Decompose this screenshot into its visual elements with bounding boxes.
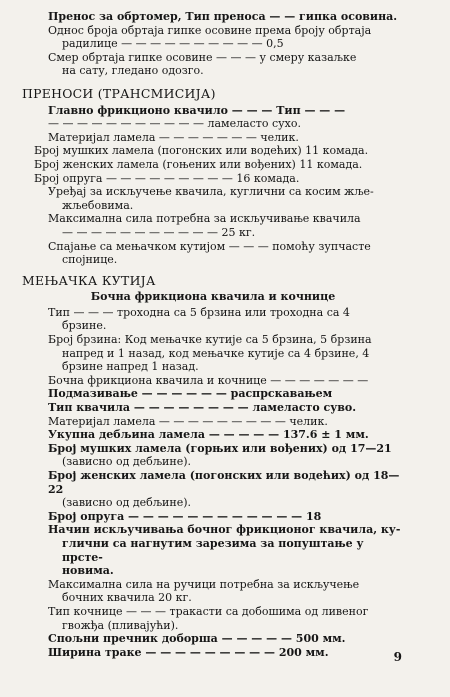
line-l1: Пренос за обртомер, Тип преноса — — гипка осовина. [48, 10, 398, 23]
line-l19: брзине. [62, 319, 107, 333]
page-number: 9 [393, 650, 402, 664]
line-l22: брзине напред 1 назад. [62, 360, 199, 374]
line-l2: Однос броја обртаја гипке осовине према броју обртаја [48, 23, 372, 37]
line-l5: на сату, гледано одозго. [62, 64, 204, 78]
section-heading-transmission: ПРЕНОСИ (ТРАНСМИСИЈА) [22, 85, 216, 101]
line-l9: Број мушких ламела (погонских или водећих) 11 комада. [34, 144, 369, 158]
line-l26: Материјал ламела — — — — — — — — — челик. [48, 414, 328, 428]
line-l32: Број опруга — — — — — — — — — — — — 18 [48, 509, 322, 523]
line-l24: Подмазивање — — — — — — распрскавањем [48, 387, 333, 401]
line-l6: Главно фрикционо квачило — — — Тип — — — [48, 103, 346, 117]
subsection-heading: Бочна фрикциона квачила и кочнице [90, 290, 336, 304]
line-l20: Број брзина: Код мењачке кутије са 5 брзина, 5 брзина [48, 333, 372, 347]
line-l3: радилице — — — — — — — — — — 0,5 [62, 37, 284, 51]
line-l29: (зависно од дебљине). [62, 455, 192, 469]
line-l11: Број опруга — — — — — — — — — 16 комада. [34, 171, 300, 185]
line-l16: Спајање са мењачком кутијом — — — помоћу зупчасте [48, 239, 371, 253]
line-l14: Максимална сила потребна за искључивање квачила [48, 212, 361, 226]
line-l4: Смер обртаја гипке осовине — — — у смеру казаљке [48, 50, 357, 64]
line-l35: новима. [62, 564, 114, 578]
line-l37: бочних квачила 20 кг. [62, 591, 192, 605]
line-l36: Максимална сила на ручици потребна за искључење [48, 577, 360, 591]
line-l34: глични са нагнутим зарезима за попуштање у прсте- [62, 536, 364, 564]
line-l10: Број женских ламела (гоњених или вођених) 11 комада. [34, 157, 363, 171]
line-l30: Број женских ламела (погонских или водећих) од 18—22 [48, 469, 400, 496]
line-l7: — — — — — — — — — — — ламеласто сухо. [48, 117, 301, 131]
line-l33: Начин искључивања бочног фрикционог квачила, ку- [48, 523, 401, 537]
line-l15: — — — — — — — — — — — 25 кг. [62, 225, 256, 239]
line-l38: Тип кочнице — — — тракасти са добошима од ливеног [48, 604, 369, 618]
line-l31: (зависно од дебљине). [62, 496, 192, 510]
line-l23: Бочна фрикциона квачила и кочнице — — — — — — — [48, 373, 369, 387]
line-l28: Број мушких ламела (горњих или вођених) од 17—21 [48, 441, 392, 455]
line-l41: Ширина траке — — — — — — — — — 200 мм. [48, 645, 329, 659]
line-l27: Укупна дебљина ламела — — — — — 137.6 ± 1 мм. [48, 428, 369, 442]
line-l8: Материјал ламела — — — — — — — челик. [48, 130, 299, 144]
line-l17: спојнице. [62, 253, 118, 267]
line-l40: Спољни пречник доборша — — — — — 500 мм. [48, 632, 346, 646]
line-l18: Тип — — — троходна са 5 брзина или троходна са 4 [48, 305, 350, 319]
line-l13: жљебовима. [62, 198, 134, 212]
line-l12: Уређај за искључење квачила, куглични са косим жље- [48, 185, 374, 199]
line-l21: напред и 1 назад, код мењачке кутије са 4 брзине, 4 [62, 346, 370, 360]
section-heading-gearbox: МЕЊАЧКА КУТИЈА [22, 272, 156, 288]
line-l39: гвожђа (пливајући). [62, 618, 179, 632]
line-l25: Тип квачила — — — — — — — — ламеласто суво. [48, 401, 357, 415]
